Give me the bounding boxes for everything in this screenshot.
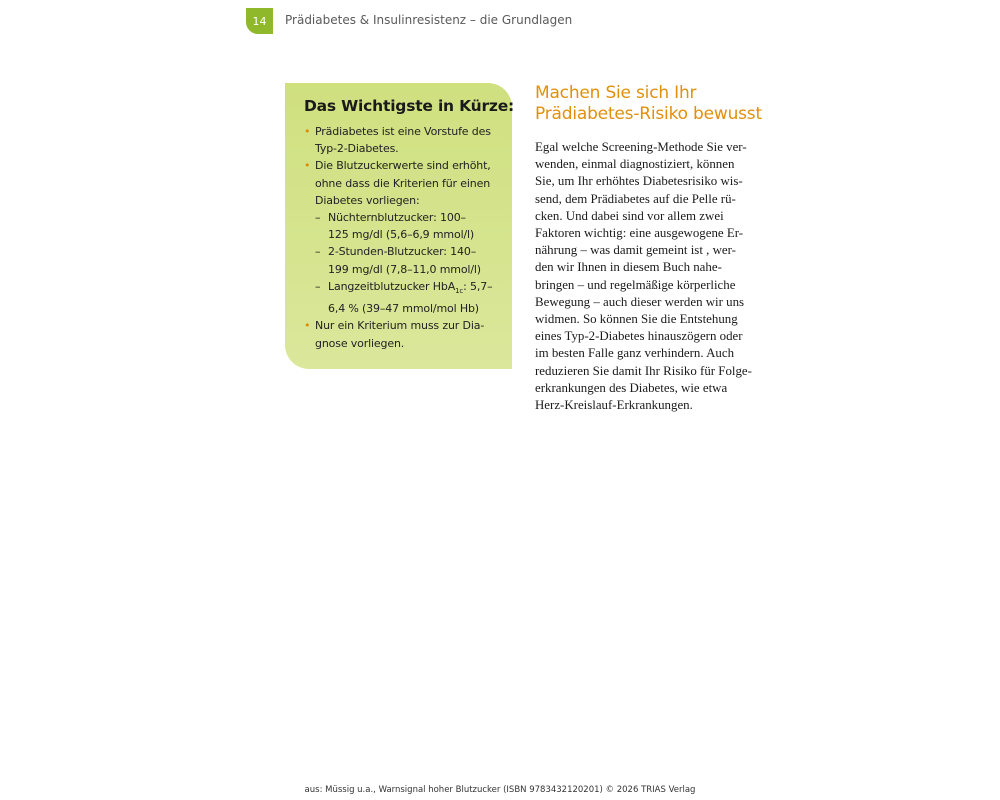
criteria-line: 2-Stunden-Blutzucker: 140–	[328, 245, 477, 259]
summary-item-line: Typ-2-Diabetes.	[315, 142, 399, 156]
dash-marker: –	[315, 279, 321, 293]
body-line: cken. Und dabei sind vor allem zwei	[535, 208, 724, 223]
summary-item-line: Diabetes vorliegen:	[315, 193, 420, 207]
criteria-line: 199 mg/dl (7,8–11,0 mmol/l)	[328, 262, 481, 276]
hba1c-subscript: 1c	[455, 287, 464, 296]
criteria-item	[315, 243, 500, 277]
criteria-item	[315, 278, 500, 318]
summary-item-line: Prädiabetes ist eine Vorstufe des	[315, 125, 491, 138]
body-line: wenden, einmal diagnostiziert, können	[535, 157, 735, 172]
summary-item-line: gnose vorliegen.	[315, 336, 405, 350]
body-line: Faktoren wichtig: eine ausgewogene Er-	[535, 226, 744, 241]
body-line: Egal welche Screening-Methode Sie ver-	[535, 140, 747, 154]
body-line: Herz-Kreislauf-Erkrankungen.	[535, 398, 693, 413]
summary-list-item	[304, 317, 500, 351]
criteria-line: Nüchternblutzucker: 100–	[328, 211, 466, 225]
section-heading-line: Prädiabetes-Risiko bewusst	[535, 104, 762, 124]
summary-list	[304, 123, 500, 352]
article-body	[535, 139, 765, 414]
body-line: nährung – was damit gemeint ist , wer-	[535, 243, 736, 258]
body-line: den wir Ihnen in diesem Buch nahe-	[535, 260, 722, 275]
summary-box	[285, 83, 515, 369]
criteria-sublist	[315, 209, 500, 317]
section-heading-line: Machen Sie sich Ihr	[535, 83, 697, 103]
section-heading	[535, 83, 775, 125]
dash-marker: –	[315, 211, 321, 225]
criteria-line: 125 mg/dl (5,6–6,9 mmol/l)	[328, 228, 475, 242]
dash-marker: –	[315, 245, 321, 259]
body-line: send, dem Prädiabetes auf die Pelle rü-	[535, 191, 736, 206]
bullet-icon: •	[304, 159, 311, 173]
summary-box-title: Das Wichtigste in Kürze:	[304, 97, 515, 115]
page-number: 14	[246, 8, 273, 34]
body-line: im besten Falle ganz verhindern. Auch	[535, 346, 735, 361]
body-line: Bewegung – auch dieser werden wir uns	[535, 294, 745, 309]
footer-credit: aus: Müssig u.a., Warnsignal hoher Blutzucker (ISBN 9783432120201) © 2026 TRIAS Verlag	[304, 785, 696, 795]
body-line: eines Typ-2-Diabetes hinauszögern oder	[535, 329, 743, 344]
body-line: Sie, um Ihr erhöhtes Diabetesrisiko wis-	[535, 174, 743, 189]
summary-list-item	[304, 157, 500, 317]
body-line: erkrankungen des Diabetes, wie etwa	[535, 380, 728, 395]
body-line: bringen – und regelmäßige körperliche	[535, 277, 736, 292]
criteria-line-start: Langzeitblutzucker HbA	[328, 279, 456, 293]
summary-list-item	[304, 123, 500, 157]
bullet-icon: •	[304, 125, 311, 138]
criteria-line: 6,4 % (39–47 mmol/mol Hb)	[328, 302, 479, 316]
summary-item-line: ohne dass die Kriterien für einen	[315, 176, 491, 190]
body-line: widmen. So können Sie die Entstehung	[535, 312, 738, 327]
body-line: reduzieren Sie damit Ihr Risiko für Folge-	[535, 363, 752, 378]
summary-item-line: Nur ein Kriterium muss zur Dia-	[315, 319, 485, 333]
summary-item-line: Die Blutzuckerwerte sind erhöht,	[315, 159, 491, 173]
bullet-icon: •	[304, 319, 311, 333]
running-head-title: Prädiabetes & Insulinresistenz – die Grundlagen	[285, 13, 573, 27]
criteria-line-end: : 5,7–	[463, 279, 493, 293]
criteria-item	[315, 209, 500, 243]
